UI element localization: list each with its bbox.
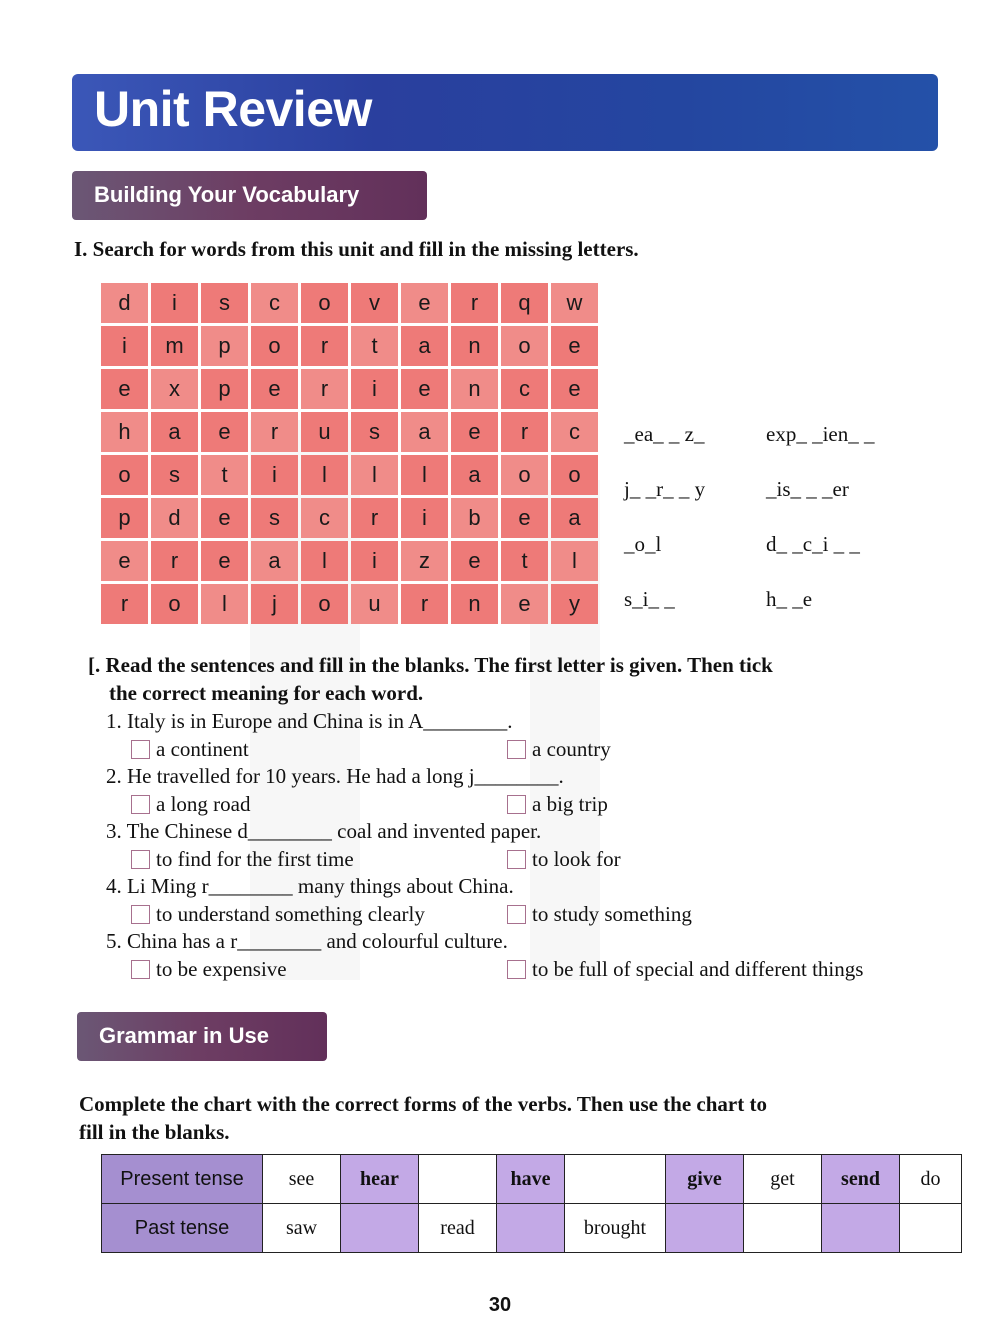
grid-cell: e	[501, 498, 548, 538]
grid-cell: i	[401, 498, 448, 538]
grid-cell: u	[301, 412, 348, 452]
grid-cell: s	[251, 498, 298, 538]
grid-cell: e	[451, 541, 498, 581]
checkbox-icon[interactable]	[131, 740, 150, 759]
past-tense-cell[interactable]	[900, 1204, 962, 1253]
answer-option[interactable]	[131, 791, 250, 818]
answer-option[interactable]	[507, 956, 863, 983]
grid-cell: o	[151, 584, 198, 624]
grid-cell: r	[251, 412, 298, 452]
grid-cell: t	[501, 541, 548, 581]
grid-cell: u	[351, 584, 398, 624]
grid-cell: l	[301, 541, 348, 581]
grid-cell: r	[301, 326, 348, 366]
answer-option[interactable]	[507, 736, 611, 763]
option-label: to find for the first time	[156, 847, 354, 871]
grid-cell: e	[101, 369, 148, 409]
grid-cell: z	[401, 541, 448, 581]
section-heading-grammar	[77, 1012, 327, 1061]
grid-cell: o	[301, 283, 348, 323]
grid-cell: n	[451, 369, 498, 409]
checkbox-icon[interactable]	[131, 905, 150, 924]
verb-tense-chart	[101, 1154, 962, 1253]
question-text: 3. The Chinese d________ coal and invented paper.	[106, 819, 542, 843]
present-tense-cell: have	[497, 1155, 565, 1204]
grid-cell: o	[251, 326, 298, 366]
grid-cell: e	[201, 412, 248, 452]
grid-cell: o	[301, 584, 348, 624]
option-label: to study something	[532, 902, 692, 926]
grid-cell: r	[501, 412, 548, 452]
past-tense-cell[interactable]	[497, 1204, 565, 1253]
clue-word: s_i_ _	[624, 587, 675, 611]
grid-cell: c	[251, 283, 298, 323]
grid-cell: e	[551, 369, 598, 409]
clue-list	[624, 422, 916, 642]
instruction-chart-line1: Complete the chart with the correct forms of the verbs. Then use the chart to	[79, 1092, 767, 1116]
word-search-grid	[101, 283, 598, 624]
grid-cell: b	[451, 498, 498, 538]
option-label: a long road	[156, 792, 251, 816]
past-tense-cell[interactable]	[822, 1204, 900, 1253]
answer-option[interactable]	[507, 791, 608, 818]
grid-cell: i	[251, 455, 298, 495]
grid-cell: m	[151, 326, 198, 366]
instruction-fill-blanks-line1: [. Read the sentences and fill in the blanks. The first letter is given. Then tick	[88, 653, 773, 677]
past-tense-row	[102, 1204, 962, 1253]
grid-cell: p	[101, 498, 148, 538]
clue-word: d_ _c_i _ _	[766, 532, 860, 556]
grid-cell: e	[451, 412, 498, 452]
present-tense-cell: do	[900, 1155, 962, 1204]
grid-cell: a	[551, 498, 598, 538]
section-heading-label: Building Your Vocabulary	[94, 182, 360, 207]
question-text: 5. China has a r________ and colourful culture.	[106, 929, 508, 953]
checkbox-icon[interactable]	[131, 795, 150, 814]
option-label: a big trip	[532, 792, 608, 816]
checkbox-icon[interactable]	[507, 740, 526, 759]
grid-cell: i	[351, 541, 398, 581]
section-heading-vocabulary	[72, 171, 427, 220]
grid-cell: a	[401, 412, 448, 452]
answer-option[interactable]	[507, 901, 692, 928]
grid-cell: o	[551, 455, 598, 495]
grid-cell: a	[151, 412, 198, 452]
grid-cell: a	[401, 326, 448, 366]
grid-cell: s	[201, 283, 248, 323]
grid-cell: d	[101, 283, 148, 323]
grid-cell: d	[151, 498, 198, 538]
grid-cell: s	[351, 412, 398, 452]
grid-cell: l	[551, 541, 598, 581]
past-tense-cell[interactable]	[744, 1204, 822, 1253]
checkbox-icon[interactable]	[507, 960, 526, 979]
answer-option[interactable]	[131, 956, 287, 983]
clue-word: _o_l	[624, 532, 662, 556]
option-label: to be full of special and different things	[532, 957, 864, 981]
past-tense-cell[interactable]	[666, 1204, 744, 1253]
checkbox-icon[interactable]	[131, 960, 150, 979]
present-tense-cell[interactable]	[419, 1155, 497, 1204]
instruction-fill-blanks-line2: the correct meaning for each word.	[109, 681, 424, 705]
grid-cell: q	[501, 283, 548, 323]
answer-option[interactable]	[507, 846, 621, 873]
row-header-past: Past tense	[102, 1204, 263, 1253]
grid-cell: o	[101, 455, 148, 495]
grid-cell: c	[551, 412, 598, 452]
grid-cell: h	[101, 412, 148, 452]
grid-cell: i	[151, 283, 198, 323]
grid-cell: a	[451, 455, 498, 495]
grid-cell: e	[401, 369, 448, 409]
clue-word: _is_ _ _er	[766, 477, 849, 501]
grid-cell: p	[201, 369, 248, 409]
grid-cell: i	[101, 326, 148, 366]
grid-cell: p	[201, 326, 248, 366]
clue-word: h_ _e	[766, 587, 813, 611]
grid-cell: l	[351, 455, 398, 495]
grid-cell: r	[351, 498, 398, 538]
present-tense-row	[102, 1155, 962, 1204]
grid-cell: x	[151, 369, 198, 409]
grid-cell: e	[101, 541, 148, 581]
grid-cell: a	[251, 541, 298, 581]
grid-cell: e	[201, 541, 248, 581]
grid-cell: o	[501, 455, 548, 495]
grid-cell: r	[451, 283, 498, 323]
clue-word: _ea_ _ z_	[624, 422, 705, 446]
grid-cell: t	[201, 455, 248, 495]
option-label: a country	[532, 737, 611, 761]
checkbox-icon[interactable]	[507, 850, 526, 869]
option-label: a continent	[156, 737, 249, 761]
grid-cell: r	[301, 369, 348, 409]
answer-option[interactable]	[131, 901, 425, 928]
grid-cell: e	[251, 369, 298, 409]
present-tense-cell: send	[822, 1155, 900, 1204]
grid-cell: i	[351, 369, 398, 409]
grid-cell: l	[401, 455, 448, 495]
question-text: 1. Italy is in Europe and China is in A________.	[106, 709, 513, 733]
grid-cell: e	[501, 584, 548, 624]
grid-cell: c	[501, 369, 548, 409]
page-number: 30	[488, 1294, 512, 1316]
grid-cell: j	[251, 584, 298, 624]
instruction-chart-line2: fill in the blanks.	[79, 1120, 230, 1144]
grid-cell: l	[301, 455, 348, 495]
present-tense-cell: hear	[341, 1155, 419, 1204]
grid-cell: w	[551, 283, 598, 323]
clue-word: exp_ _ien_ _	[766, 422, 875, 446]
grid-cell: e	[201, 498, 248, 538]
past-tense-cell: saw	[263, 1204, 341, 1253]
past-tense-cell: brought	[565, 1204, 666, 1253]
grid-cell: v	[351, 283, 398, 323]
checkbox-icon[interactable]	[507, 795, 526, 814]
past-tense-cell: read	[419, 1204, 497, 1253]
grid-cell: n	[451, 326, 498, 366]
answer-option[interactable]	[131, 736, 249, 763]
question-text: 4. Li Ming r________ many things about China.	[106, 874, 514, 898]
present-tense-cell[interactable]	[565, 1155, 666, 1204]
unit-title-banner	[72, 74, 938, 151]
present-tense-cell: get	[744, 1155, 822, 1204]
grid-cell: y	[551, 584, 598, 624]
section-heading-label: Grammar in Use	[99, 1023, 269, 1048]
grid-cell: r	[151, 541, 198, 581]
past-tense-cell[interactable]	[341, 1204, 419, 1253]
question-text: 2. He travelled for 10 years. He had a long j________.	[106, 764, 564, 788]
grid-cell: e	[401, 283, 448, 323]
checkbox-icon[interactable]	[131, 850, 150, 869]
present-tense-cell: see	[263, 1155, 341, 1204]
instruction-word-search: I. Search for words from this unit and fill in the missing letters.	[74, 237, 639, 261]
checkbox-icon[interactable]	[507, 905, 526, 924]
option-label: to look for	[532, 847, 621, 871]
row-header-present: Present tense	[102, 1155, 263, 1204]
grid-cell: l	[201, 584, 248, 624]
grid-cell: r	[401, 584, 448, 624]
page-title: Unit Review	[94, 81, 372, 137]
present-tense-cell: give	[666, 1155, 744, 1204]
grid-cell: o	[501, 326, 548, 366]
grid-cell: c	[301, 498, 348, 538]
grid-cell: s	[151, 455, 198, 495]
answer-option[interactable]	[131, 846, 354, 873]
grid-cell: r	[101, 584, 148, 624]
grid-cell: e	[551, 326, 598, 366]
clue-word: j_ _r_ _ y	[624, 477, 706, 501]
option-label: to be expensive	[156, 957, 287, 981]
grid-cell: t	[351, 326, 398, 366]
option-label: to understand something clearly	[156, 902, 425, 926]
grid-cell: n	[451, 584, 498, 624]
